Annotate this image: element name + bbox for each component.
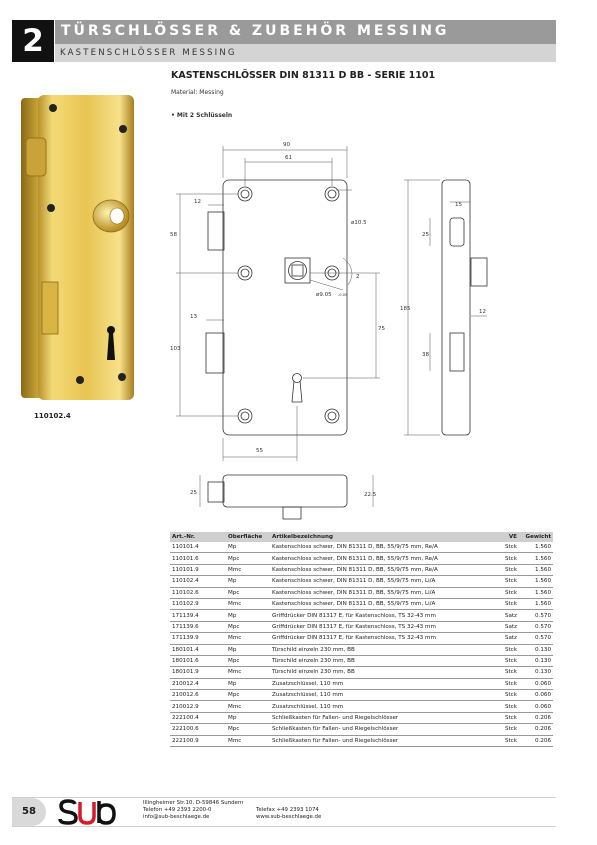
cell-art-nr: 110102.9	[170, 598, 226, 609]
cell-surface: Mmc	[226, 667, 270, 678]
cell-art-nr: 222100.9	[170, 735, 226, 746]
table-row	[170, 576, 553, 587]
dim-22-5: 22.5	[364, 492, 377, 498]
dim-13: 13	[190, 314, 197, 320]
cell-surface: Mpc	[226, 587, 270, 598]
cell-surface: Mp	[226, 542, 270, 553]
cell-weight: 1.560	[519, 564, 553, 575]
dim-185: 185	[400, 306, 411, 312]
table-row	[170, 655, 553, 666]
cell-surface: Mpc	[226, 553, 270, 564]
table-row	[170, 644, 553, 655]
table-row	[170, 621, 553, 632]
cell-surface: Mpc	[226, 621, 270, 632]
table-header-row	[170, 532, 553, 542]
dim-15: 15	[455, 202, 462, 208]
cell-ve: Stck	[493, 678, 519, 689]
footer-rule-bottom	[12, 826, 556, 827]
table-row	[170, 735, 553, 746]
cell-art-nr: 210012.6	[170, 690, 226, 701]
cell-ve: Stck	[493, 576, 519, 587]
product-feature: • Mit 2 Schlüsseln	[171, 112, 233, 119]
table-row	[170, 678, 553, 689]
header-weight: Gewicht	[519, 532, 553, 542]
footer-rule-top	[12, 797, 556, 798]
cell-art-nr: 171139.6	[170, 621, 226, 632]
cell-art-nr: 180101.6	[170, 655, 226, 666]
cell-ve: Satz	[493, 633, 519, 644]
cell-description: Kastenschloss schwer, DIN 81311 D, BB, 55/9/75 mm, Re/A	[270, 553, 493, 564]
cell-ve: Stck	[493, 712, 519, 723]
table-row	[170, 712, 553, 723]
cell-ve: Stck	[493, 690, 519, 701]
dim-90: 90	[283, 142, 290, 148]
cell-art-nr: 210012.9	[170, 701, 226, 712]
table-row	[170, 690, 553, 701]
cell-ve: Stck	[493, 542, 519, 553]
table-row	[170, 598, 553, 609]
cell-art-nr: 110101.6	[170, 553, 226, 564]
cell-description: Zusatzschlüssel, 110 mm	[270, 690, 493, 701]
cell-art-nr: 171139.4	[170, 610, 226, 621]
cell-surface: Mpc	[226, 724, 270, 735]
cell-description: Kastenschloss schwer, DIN 81311 D, BB, 55/9/75 mm, Li/A	[270, 576, 493, 587]
chapter-title: TÜRSCHLÖSSER & ZUBEHÖR MESSING	[61, 23, 450, 39]
dim-9-05-tolerance: -0.05	[338, 293, 348, 297]
cell-ve: Satz	[493, 621, 519, 632]
cell-weight: 0.130	[519, 644, 553, 655]
product-title: KASTENSCHLÖSSER DIN 81311 D BB - SERIE 1101	[171, 70, 436, 81]
cell-description: Kastenschloss schwer, DIN 81311 D, BB, 55/9/75 mm, Li/A	[270, 598, 493, 609]
dim-12-side: 12	[479, 309, 486, 315]
sub-logo-icon	[56, 799, 118, 825]
page-number: 58	[12, 798, 46, 826]
cell-description: Kastenschloss schwer, DIN 81311 D, BB, 55/9/75 mm, Re/A	[270, 542, 493, 553]
cell-weight: 0.060	[519, 701, 553, 712]
cell-description: Türschild einzeln 230 mm, BB	[270, 644, 493, 655]
chapter-number: 2	[12, 20, 54, 62]
cell-weight: 0.570	[519, 621, 553, 632]
dim-75: 75	[378, 326, 385, 332]
cell-description: Türschild einzeln 230 mm, BB	[270, 667, 493, 678]
chapter-subtitle-bar	[55, 44, 556, 62]
cell-description: Griffdrücker DIN 81317 E, für Kastenschloss, TS 32-43 mm	[270, 633, 493, 644]
dim-103: 103	[170, 346, 181, 352]
cell-description: Kastenschloss schwer, DIN 81311 D, BB, 55/9/75 mm, Li/A	[270, 587, 493, 598]
cell-weight: 1.560	[519, 598, 553, 609]
cell-surface: Mmc	[226, 633, 270, 644]
footer-phone: Telefon +49 2393 2200-0	[143, 807, 212, 814]
table-row	[170, 564, 553, 575]
cell-surface: Mpc	[226, 655, 270, 666]
cell-art-nr: 110102.6	[170, 587, 226, 598]
cell-art-nr: 110102.4	[170, 576, 226, 587]
dim-58: 58	[170, 232, 177, 238]
header-surface: Oberfläche	[226, 532, 270, 542]
cell-art-nr: 171139.9	[170, 633, 226, 644]
cell-description: Zusatzschlüssel, 110 mm	[270, 701, 493, 712]
cell-description: Türschild einzeln 230 mm, BB	[270, 655, 493, 666]
cell-surface: Mmc	[226, 598, 270, 609]
footer-email[interactable]: info@sub-beschlaege.de	[143, 814, 210, 821]
cell-ve: Stck	[493, 724, 519, 735]
dim-38: 38	[422, 352, 429, 358]
chapter-title-bar	[55, 20, 556, 44]
table-row	[170, 633, 553, 644]
cell-ve: Stck	[493, 667, 519, 678]
cell-weight: 0.060	[519, 690, 553, 701]
cell-weight: 0.060	[519, 678, 553, 689]
dim-2: 2	[356, 274, 360, 280]
cell-description: Griffdrücker DIN 81317 E, für Kastenschloss, TS 32-43 mm	[270, 621, 493, 632]
cell-surface: Mmc	[226, 735, 270, 746]
dim-55: 55	[256, 448, 263, 454]
footer-web[interactable]: www.sub-beschlaege.de	[256, 814, 322, 821]
cell-ve: Satz	[493, 610, 519, 621]
table-row	[170, 587, 553, 598]
cell-weight: 0.130	[519, 655, 553, 666]
chapter-subtitle: KASTENSCHLÖSSER MESSING	[60, 48, 237, 58]
table-row	[170, 553, 553, 564]
table-row	[170, 701, 553, 712]
cell-weight: 1.560	[519, 553, 553, 564]
table-row	[170, 667, 553, 678]
cell-weight: 0.206	[519, 724, 553, 735]
article-table	[170, 532, 553, 747]
cell-art-nr: 222100.4	[170, 712, 226, 723]
cell-surface: Mp	[226, 576, 270, 587]
cell-ve: Stck	[493, 587, 519, 598]
dim-25-bottom: 25	[190, 490, 197, 496]
cell-weight: 1.560	[519, 576, 553, 587]
footer-address-block	[143, 800, 243, 822]
footer-contact-block	[256, 807, 321, 821]
table-row	[170, 610, 553, 621]
footer-fax: Telefax +49 2393 1074	[256, 807, 319, 813]
cell-surface: Mpc	[226, 690, 270, 701]
cell-weight: 0.570	[519, 633, 553, 644]
header-art-nr: Art.-Nr.	[170, 532, 226, 542]
footer-address: Illingheimer Str.10, D-59846 Sundern	[143, 800, 244, 806]
cell-art-nr: 222100.6	[170, 724, 226, 735]
cell-weight: 1.560	[519, 542, 553, 553]
cell-description: Kastenschloss schwer, DIN 81311 D, BB, 55/9/75 mm, Re/A	[270, 564, 493, 575]
cell-ve: Stck	[493, 655, 519, 666]
cell-surface: Mp	[226, 712, 270, 723]
cell-description: Schließkasten für Fallen- und Riegelschlösser	[270, 724, 493, 735]
dim-10-5: ø10.5	[351, 220, 367, 226]
table-row	[170, 542, 553, 553]
dim-61: 61	[285, 155, 292, 161]
cell-surface: Mmc	[226, 701, 270, 712]
header-ve: VE	[493, 532, 519, 542]
cell-description: Schließkasten für Fallen- und Riegelschlösser	[270, 712, 493, 723]
product-material: Material: Messing	[171, 89, 224, 96]
dim-25: 25	[422, 232, 429, 238]
cell-weight: 0.570	[519, 610, 553, 621]
cell-weight: 0.206	[519, 735, 553, 746]
cell-ve: Stck	[493, 564, 519, 575]
cell-weight: 1.560	[519, 587, 553, 598]
cell-description: Schließkasten für Fallen- und Riegelschlösser	[270, 735, 493, 746]
cell-surface: Mp	[226, 610, 270, 621]
cell-ve: Stck	[493, 701, 519, 712]
cell-surface: Mmc	[226, 564, 270, 575]
cell-art-nr: 110101.4	[170, 542, 226, 553]
header-description: Artikelbezeichnung	[270, 532, 493, 542]
cell-description: Zusatzschlüssel, 110 mm	[270, 678, 493, 689]
cell-art-nr: 110101.9	[170, 564, 226, 575]
cell-ve: Stck	[493, 553, 519, 564]
table-row	[170, 724, 553, 735]
cell-ve: Stck	[493, 598, 519, 609]
dim-12: 12	[194, 199, 201, 205]
cell-weight: 0.206	[519, 712, 553, 723]
cell-art-nr: 180101.4	[170, 644, 226, 655]
cell-weight: 0.130	[519, 667, 553, 678]
dim-9-05: ø9.05	[316, 292, 332, 298]
cell-art-nr: 180101.9	[170, 667, 226, 678]
cell-description: Griffdrücker DIN 81317 E, für Kastenschloss, TS 32-43 mm	[270, 610, 493, 621]
photo-label: 110102.4	[34, 412, 71, 420]
cell-ve: Stck	[493, 644, 519, 655]
cell-art-nr: 210012.4	[170, 678, 226, 689]
technical-drawing	[168, 130, 558, 525]
lock-photo	[18, 90, 138, 405]
cell-surface: Mp	[226, 644, 270, 655]
cell-surface: Mp	[226, 678, 270, 689]
cell-ve: Stck	[493, 735, 519, 746]
